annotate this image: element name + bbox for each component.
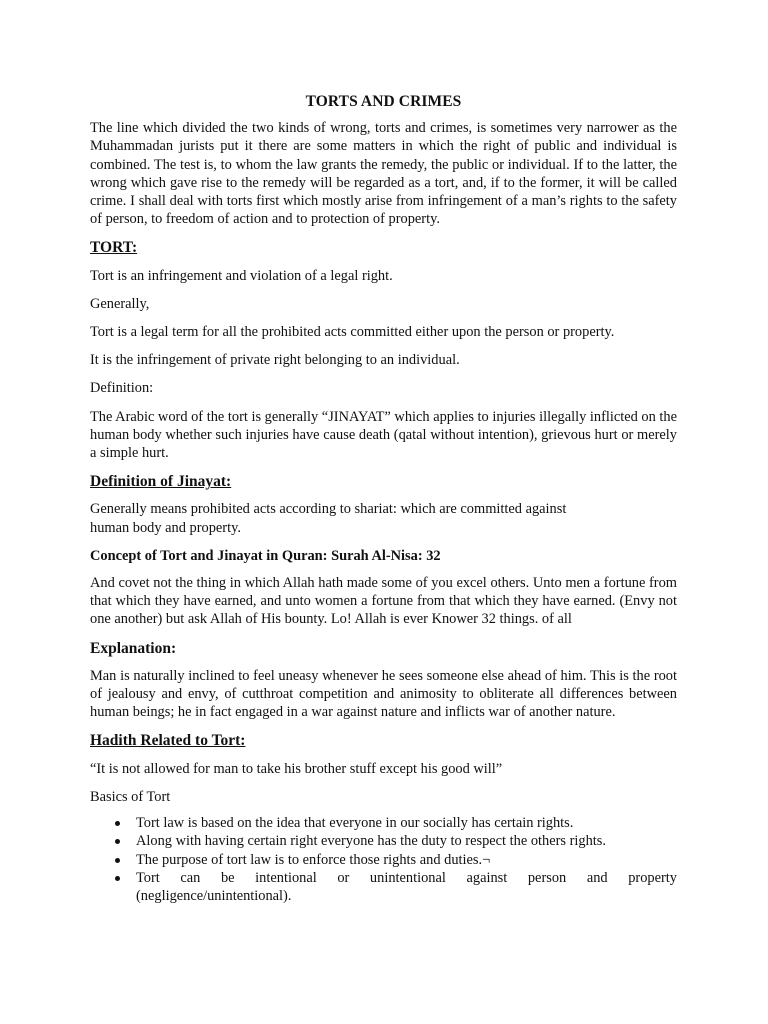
tort-paragraph-2: Generally, bbox=[90, 295, 150, 312]
tort-paragraph-6: The Arabic word of the tort is generally “JINAYAT” which applies to injuries illegally inflicted on the human body whether such injuries have cause death (qatal without intention), grievous hurt or merely a simple hurt. bbox=[90, 408, 677, 462]
tort-heading: TORT: bbox=[90, 239, 138, 257]
explanation-paragraph: Man is naturally inclined to feel uneasy whenever he sees someone else ahead of him. This is the root of jealousy and envy, of cutthroat competition and animosity to obliterate all differences between human beings; he in fact engaged in a war against nature and inflicts war of another nature. bbox=[90, 667, 677, 721]
list-item-text: Tort can be intentional or unintentional against person and property (negligence/unintentional). bbox=[136, 869, 677, 904]
concept-paragraph: And covet not the thing in which Allah hath made some of you excel others. Unto men a fortune from that which they have earned, and unto women a fortune from that which they have earned. (Envy not one another) but ask Allah of His bounty. Lo! Allah is ever Knower 32 things. of all bbox=[90, 575, 677, 628]
hadith-paragraph: “It is not allowed for man to take his brother stuff except his good will” bbox=[90, 760, 503, 777]
list-item bbox=[136, 869, 677, 905]
list-item-text: Tort law is based on the idea that everyone in our socially has certain rights. bbox=[136, 815, 574, 832]
jinayat-paragraph: Generally means prohibited acts according to shariat: which are committed against human body and property. bbox=[90, 501, 567, 536]
hadith-heading: Hadith Related to Tort: bbox=[90, 732, 246, 750]
bullet-icon bbox=[115, 858, 120, 863]
page-title: TORTS AND CRIMES bbox=[305, 93, 462, 110]
bullet-icon bbox=[115, 839, 120, 844]
intro-paragraph: The line which divided the two kinds of wrong, torts and crimes, is sometimes very narrower as the Muhammadan jurists put it there are some matters in which the right of public and individual is combined. The test is, to whom the law grants the remedy, the public or individual. If to the latter, the wrong which gave rise to the remedy will be regarded as a tort, and, if to the former, it will be called crime. I shall deal with torts first which mostly arise from infringement of a man’s rights to the safety of person, to freedom of action and to protection of property. bbox=[90, 120, 677, 228]
list-item bbox=[136, 832, 677, 850]
bullet-icon bbox=[115, 876, 120, 881]
list-item bbox=[136, 814, 677, 832]
concept-heading: Concept of Tort and Jinayat in Quran: Surah Al-Nisa: 32 bbox=[90, 547, 441, 564]
document-page bbox=[90, 93, 677, 905]
tort-paragraph-4: It is the infringement of private right belonging to an individual. bbox=[90, 352, 460, 369]
tort-paragraph-3: Tort is a legal term for all the prohibited acts committed either upon the person or property. bbox=[90, 324, 615, 341]
explanation-heading: Explanation: bbox=[90, 639, 177, 657]
tort-paragraph-1: Tort is an infringement and violation of a legal right. bbox=[90, 267, 393, 284]
list-item-text: The purpose of tort law is to enforce those rights and duties.¬ bbox=[136, 851, 491, 868]
basics-label: Basics of Tort bbox=[90, 788, 171, 805]
basics-list bbox=[90, 814, 677, 905]
tort-paragraph-5: Definition: bbox=[90, 380, 154, 397]
list-item-text: Along with having certain right everyone has the duty to respect the others rights. bbox=[136, 833, 606, 850]
list-item bbox=[136, 851, 677, 869]
bullet-icon bbox=[115, 821, 120, 826]
jinayat-heading: Definition of Jinayat: bbox=[90, 473, 232, 491]
